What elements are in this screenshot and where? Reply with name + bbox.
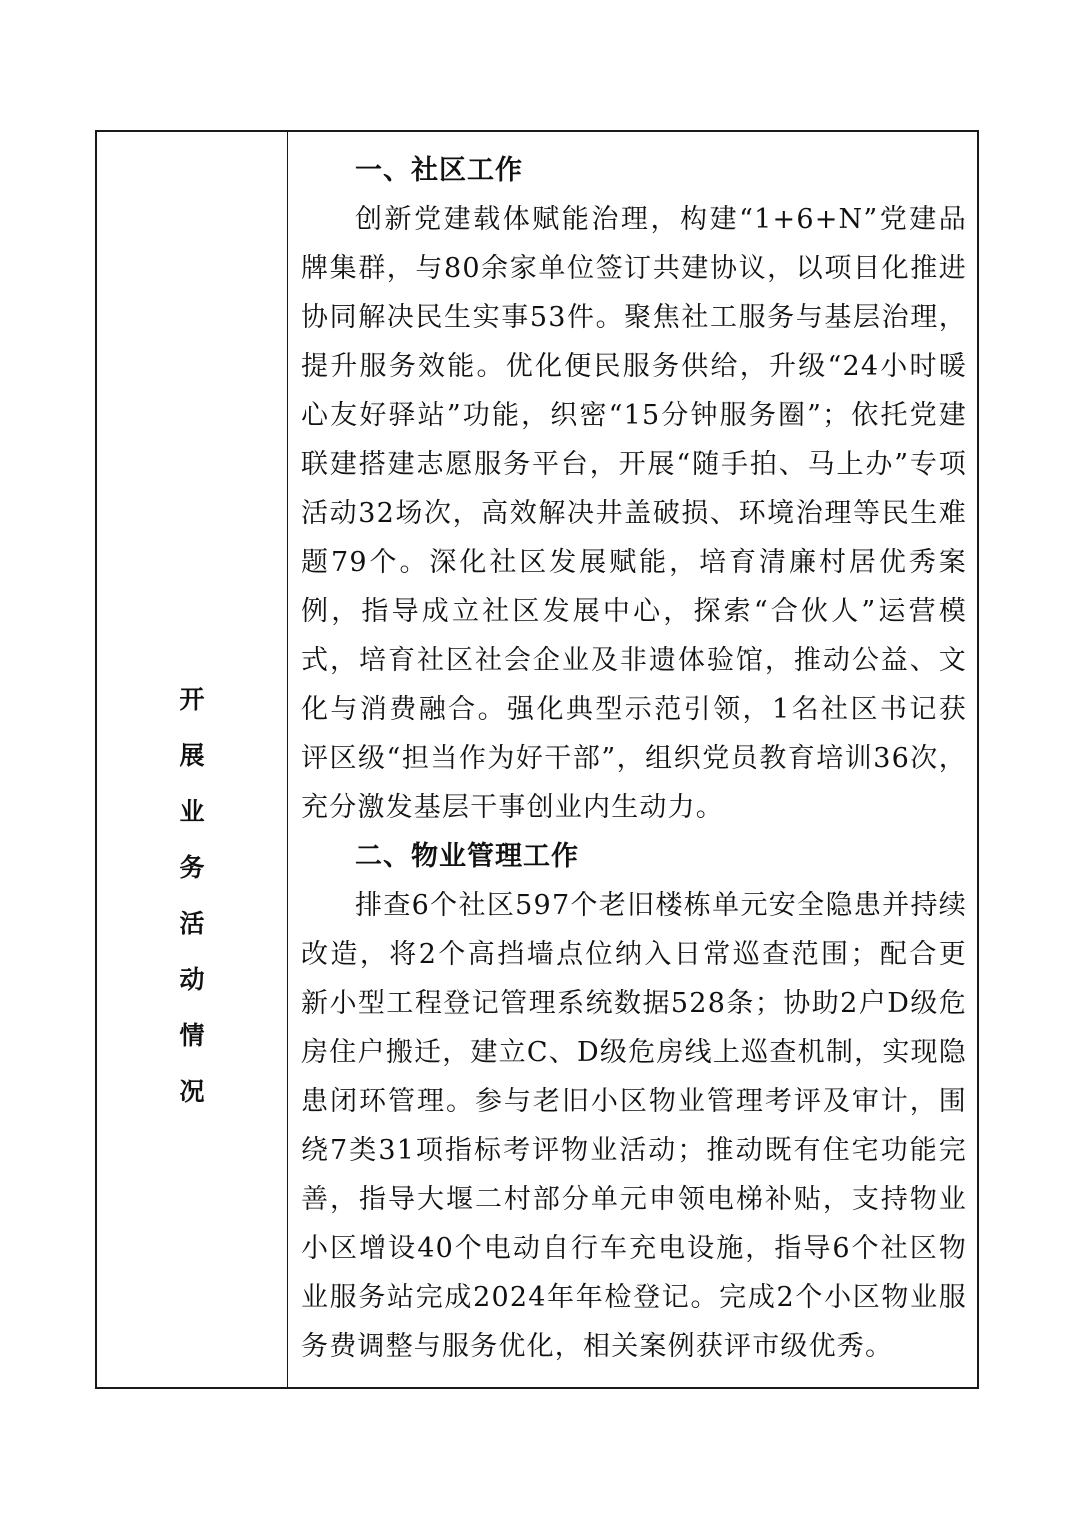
content-cell (288, 132, 977, 1387)
row-label-char: 展 (179, 741, 205, 770)
section-heading-community: 一、社区工作 (355, 155, 523, 186)
row-label-char: 务 (179, 853, 205, 882)
row-label-char: 动 (179, 965, 205, 994)
row-label-char: 活 (179, 909, 205, 938)
row-label-char: 开 (179, 685, 205, 714)
section-heading-property: 二、物业管理工作 (355, 841, 579, 872)
row-label-char: 业 (179, 797, 205, 826)
section-body-property: 排查6个社区597个老旧楼栋单元安全隐患并持续改造，将2个高挡墙点位纳入日常巡查范围；配合更新小型工程登记管理系统数据528条；协助2户D级危房住户搬迁，建立C、D级危房线上巡查机制，实现隐患闭环管理。参与老旧小区物业管理考评及审计，围绕7类31项指标考评物业活动；推动既有住宅功能完善，指导大堰二村部分单元申领电梯补贴，支持物业小区增设40个电动自行车充电设施，指导6个社区物业服务站完成2024年年检登记。完成2个小区物业服务费调整与服务优化，相关案例获评市级优秀。 (301, 890, 968, 1362)
row-label-char: 况 (179, 1077, 205, 1106)
row-label-cell (97, 132, 288, 1387)
row-label (97, 672, 287, 1120)
section-body-community: 创新党建载体赋能治理，构建“1+6+N”党建品牌集群，与80余家单位签订共建协议，以项目化推进协同解决民生实事53件。聚焦社工服务与基层治理，提升服务效能。优化便民服务供给，升级“24小时暖心友好驿站”功能，织密“15分钟服务圈”；依托党建联建搭建志愿服务平台，开展“随手拍、马上办”专项活动32场次，高效解决井盖破损、环境治理等民生难题79个。深化社区发展赋能，培育清廉村居优秀案例，指导成立社区发展中心，探索“合伙人”运营模式，培育社区社会企业及非遗体验馆，推动公益、文化与消费融合。强化典型示范引领，1名社区书记获评区级“担当作为好干部”，组织党员教育培训36次，充分激发基层干事创业内生动力。 (301, 204, 967, 823)
activity-table (95, 130, 979, 1389)
row-label-char: 情 (179, 1021, 205, 1050)
